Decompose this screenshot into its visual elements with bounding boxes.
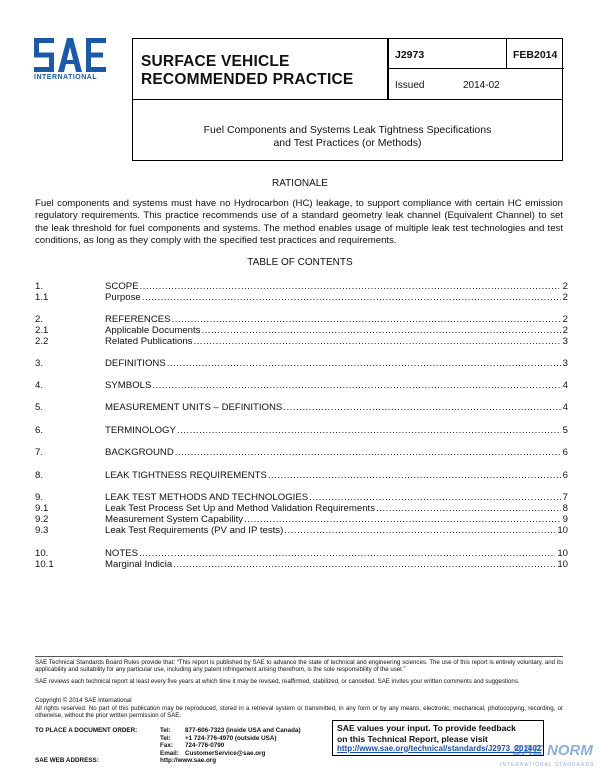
toc-entry-title: Measurement System Capability — [105, 514, 244, 525]
toc-entry[interactable] — [35, 425, 568, 437]
header-divider — [387, 68, 564, 69]
feedback-line2: on this Technical Report, please visit — [337, 733, 488, 744]
watermark-text: SAE NORM — [512, 742, 593, 759]
document-number: J2973 — [395, 49, 425, 61]
issued-date: 2014-02 — [463, 80, 500, 91]
toc-entry-title: DEFINITIONS — [105, 358, 166, 369]
web-label: SAE WEB ADDRESS: — [35, 757, 99, 765]
toc-entry-title: SYMBOLS — [105, 380, 152, 391]
header-divider — [506, 38, 507, 68]
document-type-title — [141, 53, 353, 89]
toc-dot-leader — [167, 358, 561, 370]
toc-entry-number: 10. — [35, 548, 49, 559]
toc-entry-leader — [105, 336, 568, 348]
toc-dot-leader — [173, 559, 555, 571]
toc-entry[interactable] — [35, 358, 568, 370]
toc-entry-page: 2 — [562, 314, 568, 325]
toc-entry-page: 8 — [562, 503, 568, 514]
toc-entry-page: 4 — [562, 380, 568, 391]
toc-entry-number: 10.1 — [35, 559, 54, 570]
footer-rule — [35, 656, 563, 657]
toc-entry-leader — [105, 470, 568, 482]
toc-dot-leader — [177, 425, 561, 437]
toc-entry-leader — [105, 358, 568, 370]
toc-entry-title: Leak Test Requirements (PV and IP tests) — [105, 525, 284, 536]
feedback-line1: SAE values your input. To provide feedback — [337, 723, 516, 733]
footer-review-note: SAE reviews each technical report at least every five years at which time it may be revised, reaffirmed, stabilized, or cancelled. SAE invites your written comments and suggestions. — [35, 678, 520, 685]
toc-entry-number: 6. — [35, 425, 44, 436]
tel2-label: Tel: — [160, 734, 171, 742]
toc-entry[interactable] — [35, 292, 568, 304]
toc-entry-title: Marginal Indicia — [105, 559, 173, 570]
toc-entry-leader — [105, 559, 568, 571]
toc-entry-number: 8. — [35, 470, 44, 481]
rationale-text: Fuel components and systems must have no Hydrocarbon (HC) leakage, to support compliance with certain HC emission regulatory requirements. This practice recommends use of a standard geometry leak channel (Equivalent Channel) to set the leak threshold for fuel components and systems. The method enables usage of multiple leak test technologies and test conditions, as long as they comply with the specified test practices and requirements. — [35, 198, 563, 247]
toc-entry-page: 3 — [562, 358, 568, 369]
document-title-box — [132, 100, 563, 161]
toc-entry-title: NOTES — [105, 548, 139, 559]
toc-entry[interactable] — [35, 380, 568, 392]
toc-entry-number: 2.2 — [35, 336, 49, 347]
toc-entry-title: MEASUREMENT UNITS – DEFINITIONS — [105, 402, 283, 413]
toc-entry-title: REFERENCES — [105, 314, 171, 325]
logo-subtitle: INTERNATIONAL — [34, 74, 98, 81]
toc-entry-title: TERMINOLOGY — [105, 425, 176, 436]
toc-entry-page: 3 — [562, 336, 568, 347]
footer-copyright: Copyright © 2014 SAE International — [35, 697, 132, 704]
toc-entry-number: 9.2 — [35, 514, 49, 525]
toc-entry[interactable] — [35, 447, 568, 459]
toc-entry-page: 7 — [562, 492, 568, 503]
issued-label: Issued — [395, 80, 425, 91]
toc-entry-title: Related Publications — [105, 336, 193, 347]
toc-entry-page: 2 — [562, 325, 568, 336]
toc-entry-title: Leak Test Process Set Up and Method Validation Requirements — [105, 503, 376, 514]
toc-dot-leader — [175, 447, 561, 459]
tel-label: Tel: — [160, 727, 171, 734]
sae-logo — [34, 38, 114, 84]
toc-entry[interactable] — [35, 470, 568, 482]
toc-entry-number: 7. — [35, 447, 44, 458]
toc-entry-title: LEAK TIGHTNESS REQUIREMENTS — [105, 470, 267, 481]
toc-entry-title: Purpose — [105, 292, 141, 303]
toc-entry-leader — [105, 380, 568, 392]
toc-entry[interactable] — [35, 559, 568, 571]
toc-entry-leader — [105, 525, 568, 537]
toc-entry-number: 5. — [35, 402, 44, 413]
toc-entry-leader — [105, 292, 568, 304]
toc-entry-page: 9 — [562, 514, 568, 525]
toc-dot-leader — [268, 470, 561, 482]
email-value[interactable]: CustomerService@sae.org — [185, 749, 266, 757]
document-title-line1: Fuel Components and Systems Leak Tightness Specifications — [203, 124, 492, 136]
toc-entry-page: 5 — [562, 425, 568, 436]
toc-dot-leader — [152, 380, 560, 392]
footer-rights: All rights reserved. No part of this publication may be reproduced, stored in a retrieval system or transmitted, in any form or by any means, electronic, mechanical, photocopying, recording, or otherwise, without the prior written permission of SAE. — [35, 705, 563, 720]
toc-entry-title: BACKGROUND — [105, 447, 174, 458]
header-divider — [387, 38, 389, 100]
document-type-line1: SURFACE VEHICLE — [141, 53, 290, 70]
toc-heading: TABLE OF CONTENTS — [247, 257, 353, 268]
toc-entry-page: 2 — [562, 281, 568, 292]
watermark — [498, 742, 598, 776]
footer-disclaimer: SAE Technical Standards Board Rules provide that: “This report is published by SAE to advance the state of technical and engineering sciences. The use of this report is entirely voluntary, and its applicability and suitability for any particular use, including any patent infringement arising therefrom, is the sole responsibility of the user.” — [35, 659, 563, 674]
toc-dot-leader — [193, 336, 560, 348]
toc-entry-page: 6 — [562, 470, 568, 481]
order-label: TO PLACE A DOCUMENT ORDER: — [35, 727, 138, 734]
toc-entry-page: 10 — [557, 559, 568, 570]
fax-label: Fax: — [160, 742, 173, 750]
toc-entry-number: 9. — [35, 492, 44, 503]
toc-entry-leader — [105, 402, 568, 414]
toc-entry-number: 1.1 — [35, 292, 49, 303]
toc-entry-leader — [105, 447, 568, 459]
toc-entry-title: Applicable Documents — [105, 325, 201, 336]
toc-entry-number: 9.1 — [35, 503, 49, 514]
sae-logo-mark — [34, 38, 106, 72]
toc-entry-page: 2 — [562, 292, 568, 303]
toc-entry-number: 2. — [35, 314, 44, 325]
tel-value: 877-606-7323 (inside USA and Canada) — [185, 727, 301, 734]
toc-entry-page: 10 — [557, 548, 568, 559]
toc-entry-title: LEAK TEST METHODS AND TECHNOLOGIES — [105, 492, 309, 503]
toc-dot-leader — [283, 402, 560, 414]
document-date-code: FEB2014 — [513, 49, 558, 61]
toc-dot-leader — [142, 292, 561, 304]
web-link[interactable]: http://www.sae.org — [160, 757, 217, 765]
toc-entry[interactable] — [35, 336, 568, 348]
watermark-subtext: INTERNATIONAL STANDARDS — [500, 762, 595, 768]
toc-entry-page: 6 — [562, 447, 568, 458]
toc-entry-number: 4. — [35, 380, 44, 391]
toc-entry-number: 1. — [35, 281, 44, 292]
toc-entry-page: 4 — [562, 402, 568, 413]
tel2-value: +1 724-776-4970 (outside USA) — [185, 734, 277, 742]
toc-entry[interactable] — [35, 525, 568, 537]
document-title-line2: and Test Practices (or Methods) — [273, 137, 422, 149]
rationale-heading: RATIONALE — [272, 178, 328, 189]
toc-entry-title: SCOPE — [105, 281, 139, 292]
toc-entry-page: 10 — [557, 525, 568, 536]
header-box — [132, 38, 563, 100]
fax-value: 724-776-0790 — [185, 742, 225, 750]
toc-dot-leader — [284, 525, 555, 537]
toc-entry-number: 2.1 — [35, 325, 49, 336]
toc-entry-leader — [105, 425, 568, 437]
feedback-link[interactable]: http://www.sae.org/technical/standards/J2973_201402 — [337, 744, 542, 753]
toc-entry[interactable] — [35, 402, 568, 414]
toc-entry-number: 3. — [35, 358, 44, 369]
email-label: Email: — [160, 749, 179, 757]
document-type-line2: RECOMMENDED PRACTICE — [141, 71, 354, 88]
toc-entry-number: 9.3 — [35, 525, 49, 536]
